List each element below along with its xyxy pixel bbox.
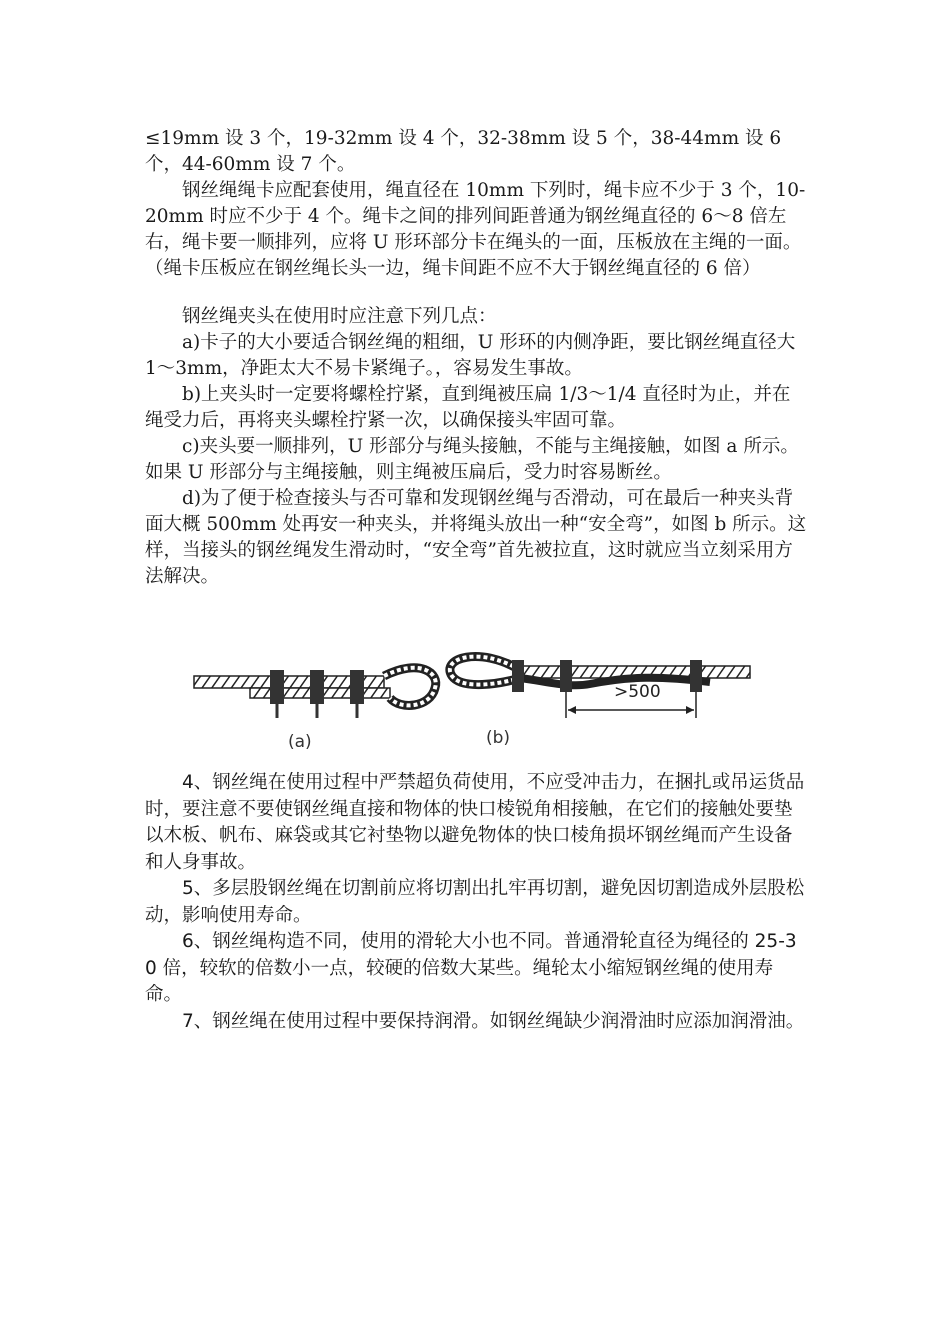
- paragraph: 5、多层股钢丝绳在切割前应将切割出扎牢再切割，避免因切割造成外层股松动，影响使用寿命。: [145, 878, 805, 926]
- figure-b-drawing: [450, 657, 750, 718]
- paragraph: 4、钢丝绳在使用过程中严禁超负荷使用，不应受冲击力，在捆扎或吊运货品时，要注意不要使钢丝绳直接和物体的快口棱锐角相接触，在它们的接触处要垫以木板、帆布、麻袋或其它衬垫物以避免物体的快口棱角损坏钢丝绳而产生设备和人身事故。: [145, 772, 805, 873]
- figure-a-drawing: [194, 668, 436, 718]
- paragraph: d)为了便于检查接头与否可靠和发现钢丝绳与否滑动，可在最后一种夹头背面大概 500mm 处再安一种夹头，并将绳头放出一种“安全弯”，如图 b 所示。这样，当接头的钢丝绳发生滑动时，“安全弯”首先被拉直，这时就应当立刻采用方法解决。: [145, 488, 807, 587]
- paragraph: 7、钢丝绳在使用过程中要保持润滑。如钢丝绳缺少润滑油时应添加润滑油。: [182, 1010, 805, 1032]
- wire-rope-clip-figure: [190, 648, 770, 758]
- paragraph: ≤19mm 设 3 个，19-32mm 设 4 个，32-38mm 设 5 个，38-44mm 设 6 个，44-60mm 设 7 个。: [145, 128, 782, 175]
- paragraph: 钢丝绳绳卡应配套使用，绳直径在 10mm 下列时，绳卡应不少于 3 个，10-20mm 时应不少于 4 个。绳卡之间的排列间距普通为钢丝绳直径的 6～8 倍左右，绳卡要一顺排列，应将 U 形环部分卡在绳头的一面，压板放在主绳的一面。（绳卡压板应在钢丝绳长头一边，绳卡间距不应不大于钢丝绳直径的 6 倍）: [145, 180, 806, 279]
- bottom-text-block: [145, 770, 807, 1035]
- figure-a-label: (a): [288, 732, 312, 752]
- blank-line: [145, 282, 807, 304]
- paragraph: 钢丝绳夹头在使用时应注意下列几点：: [182, 306, 497, 327]
- paragraph: a)卡子的大小要适合钢丝绳的粗细，U 形环的内侧净距，要比钢丝绳直径大 1～3mm，净距太大不易卡紧绳子。，容易发生事故。: [145, 332, 796, 379]
- top-text-block: [145, 126, 807, 590]
- dimension-label: >500: [614, 682, 661, 702]
- paragraph: b)上夹头时一定要将螺栓拧紧，直到绳被压扁 1/3～1/4 直径时为止，并在绳受力后，再将夹头螺栓拧紧一次，以确保接头牢固可靠。: [145, 384, 791, 431]
- paragraph: c)夹头要一顺排列，U 形部分与绳头接触，不能与主绳接触，如图 a 所示。如果 U 形部分与主绳接触，则主绳被压扁后，受力时容易断丝。: [145, 436, 799, 483]
- paragraph: 6、钢丝绳构造不同，使用的滑轮大小也不同。普通滑轮直径为绳径的 25-30 倍，较软的倍数小一点，较硬的倍数大某些。绳轮太小缩短钢丝绳的使用寿命。: [145, 931, 797, 1005]
- rope-clip-drawing: [190, 648, 770, 758]
- figure-b-label: (b): [486, 728, 511, 748]
